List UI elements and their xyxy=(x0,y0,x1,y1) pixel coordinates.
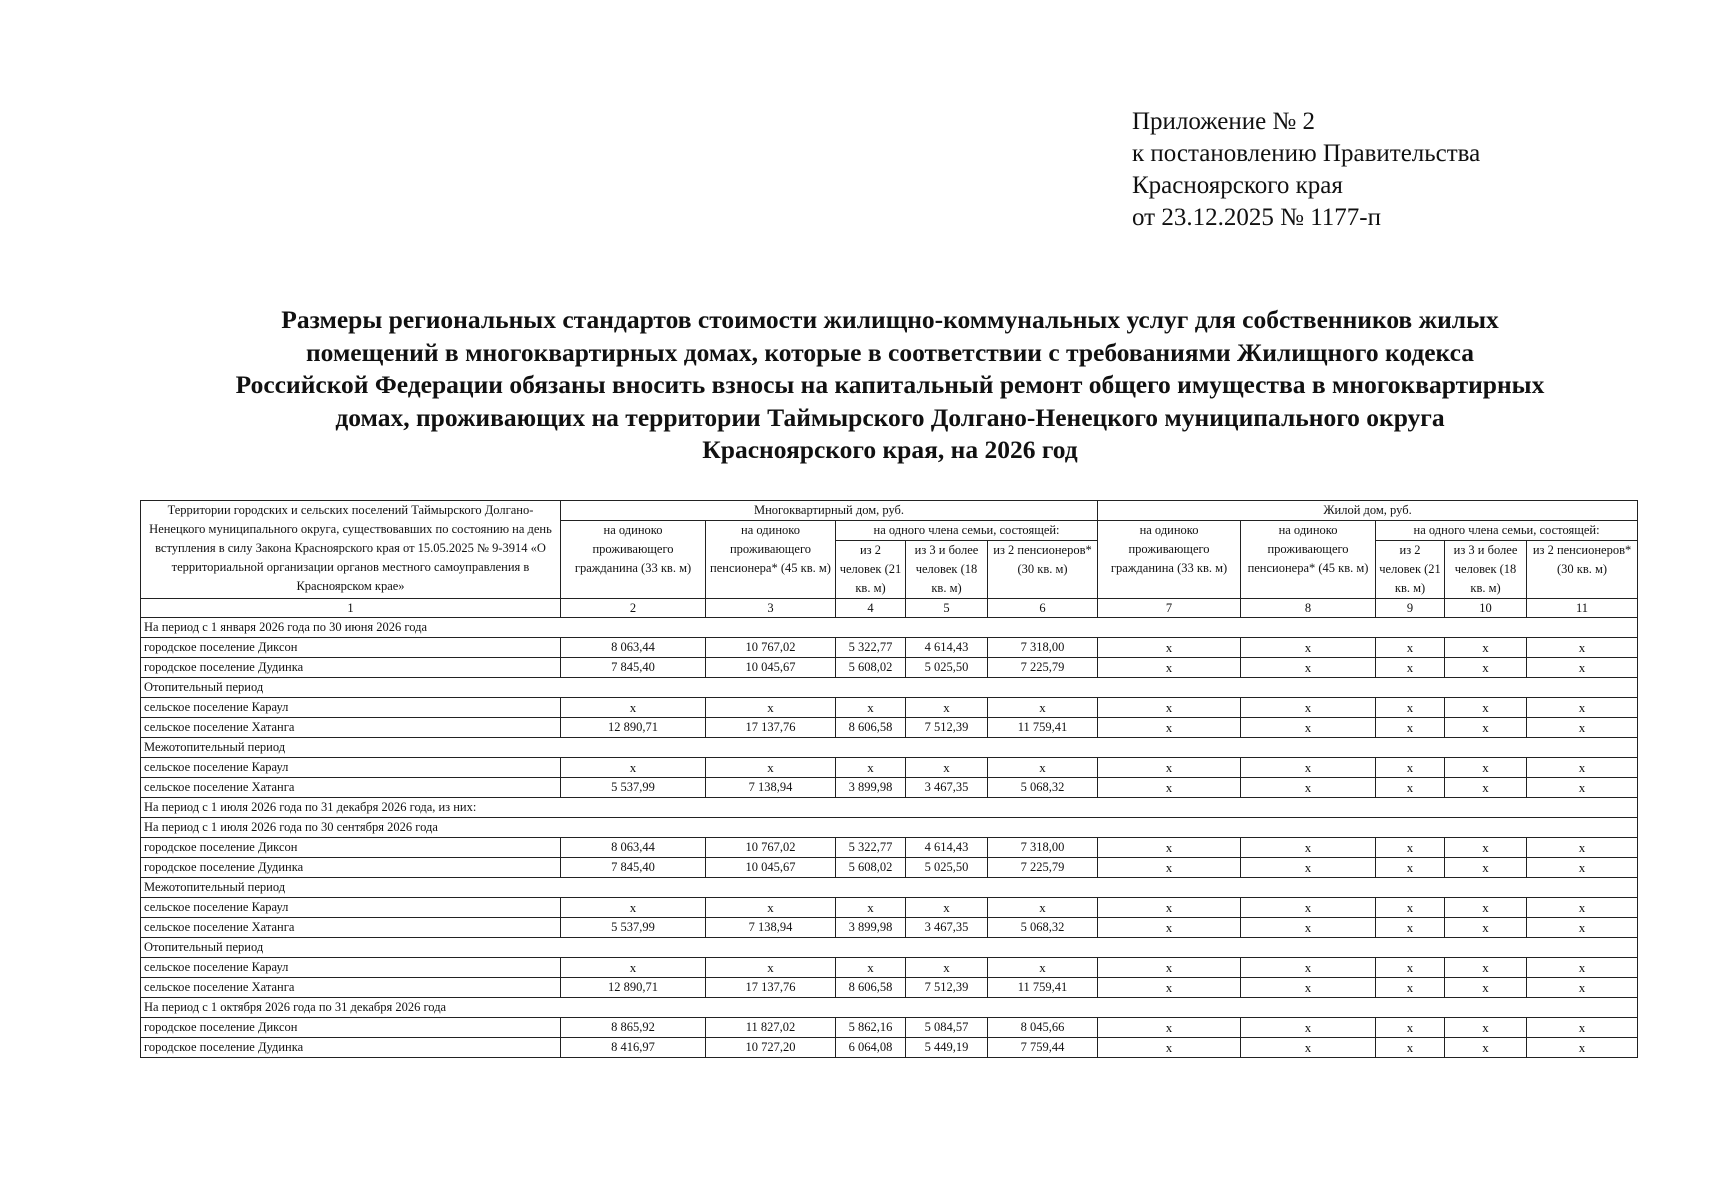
value-cell: x xyxy=(1445,638,1527,658)
standards-table xyxy=(140,500,1638,1058)
value-cell: x xyxy=(1098,958,1241,978)
column-number: 7 xyxy=(1098,599,1241,618)
period-section-label: На период с 1 июля 2026 года по 31 декабря 2026 года, из них: xyxy=(141,798,1638,818)
period-section-row xyxy=(141,878,1638,898)
value-cell: x xyxy=(1241,658,1376,678)
settlement-name: городское поселение Диксон xyxy=(141,638,561,658)
value-cell: 5 025,50 xyxy=(906,858,988,878)
value-cell: x xyxy=(988,898,1098,918)
value-cell: x xyxy=(988,758,1098,778)
value-cell: x xyxy=(1241,958,1376,978)
value-cell: x xyxy=(1527,978,1638,998)
value-cell: 7 138,94 xyxy=(706,778,836,798)
column-number: 8 xyxy=(1241,599,1376,618)
value-cell: x xyxy=(1445,758,1527,778)
value-cell: 10 767,02 xyxy=(706,638,836,658)
value-cell: 5 084,57 xyxy=(906,1018,988,1038)
value-cell: x xyxy=(1241,638,1376,658)
value-cell: x xyxy=(1527,718,1638,738)
value-cell: x xyxy=(1241,1018,1376,1038)
settlement-name: городское поселение Дудинка xyxy=(141,658,561,678)
family-of-3-header: из 3 и более человек (18 кв. м) xyxy=(1445,541,1527,599)
value-cell: 4 614,43 xyxy=(906,638,988,658)
value-cell: 5 608,02 xyxy=(836,658,906,678)
value-cell: x xyxy=(1098,898,1241,918)
value-cell: x xyxy=(1098,978,1241,998)
value-cell: x xyxy=(1376,838,1445,858)
value-cell: 7 512,39 xyxy=(906,718,988,738)
value-cell: x xyxy=(836,698,906,718)
value-cell: 4 614,43 xyxy=(906,838,988,858)
column-number: 10 xyxy=(1445,599,1527,618)
value-cell: 7 318,00 xyxy=(988,638,1098,658)
value-cell: x xyxy=(1445,978,1527,998)
value-cell: x xyxy=(1241,758,1376,778)
value-cell: x xyxy=(1241,898,1376,918)
value-cell: x xyxy=(1527,758,1638,778)
family-member-header: на одного члена семьи, состоящей: xyxy=(836,521,1098,541)
value-cell: x xyxy=(1098,1038,1241,1058)
period-section-label: Отопительный период xyxy=(141,678,1638,698)
family-of-3-header: из 3 и более человек (18 кв. м) xyxy=(906,541,988,599)
period-section-row xyxy=(141,998,1638,1018)
value-cell: x xyxy=(1376,638,1445,658)
value-cell: 8 045,66 xyxy=(988,1018,1098,1038)
value-cell: 3 467,35 xyxy=(906,918,988,938)
settlement-name: городское поселение Дудинка xyxy=(141,1038,561,1058)
annex-date: от 23.12.2025 № 1177-п xyxy=(1132,204,1381,231)
value-cell: x xyxy=(1098,658,1241,678)
value-cell: x xyxy=(1527,778,1638,798)
column-number: 1 xyxy=(141,599,561,618)
two-pensioners-header: из 2 пенсионеров* (30 кв. м) xyxy=(988,541,1098,599)
value-cell: x xyxy=(1098,778,1241,798)
value-cell: 12 890,71 xyxy=(561,718,706,738)
value-cell: x xyxy=(1527,658,1638,678)
value-cell: 5 449,19 xyxy=(906,1038,988,1058)
value-cell: x xyxy=(1527,958,1638,978)
value-cell: x xyxy=(1376,978,1445,998)
settlement-name: сельское поселение Хатанга xyxy=(141,978,561,998)
annex-number: Приложение № 2 xyxy=(1132,108,1316,135)
table-row xyxy=(141,858,1638,878)
title-line: Размеры региональных стандартов стоимости жилищно-коммунальных услуг для собственников жилых xyxy=(281,305,1499,334)
value-cell: x xyxy=(706,698,836,718)
value-cell: x xyxy=(561,758,706,778)
value-cell: x xyxy=(836,758,906,778)
value-cell: x xyxy=(1376,958,1445,978)
value-cell: x xyxy=(1098,698,1241,718)
value-cell: x xyxy=(1527,858,1638,878)
value-cell: x xyxy=(1527,918,1638,938)
value-cell: x xyxy=(1376,858,1445,878)
value-cell: x xyxy=(988,958,1098,978)
value-cell: x xyxy=(1098,718,1241,738)
value-cell: 5 068,32 xyxy=(988,918,1098,938)
value-cell: 3 899,98 xyxy=(836,778,906,798)
table-row xyxy=(141,958,1638,978)
value-cell: 5 322,77 xyxy=(836,838,906,858)
settlement-name: сельское поселение Хатанга xyxy=(141,778,561,798)
value-cell: x xyxy=(906,958,988,978)
table-row xyxy=(141,1018,1638,1038)
value-cell: x xyxy=(1376,898,1445,918)
value-cell: x xyxy=(1445,778,1527,798)
value-cell: x xyxy=(1241,858,1376,878)
value-cell: 7 845,40 xyxy=(561,858,706,878)
document-title xyxy=(140,304,1640,467)
value-cell: x xyxy=(1376,778,1445,798)
value-cell: x xyxy=(1376,718,1445,738)
value-cell: x xyxy=(1098,758,1241,778)
value-cell: x xyxy=(706,898,836,918)
value-cell: x xyxy=(1445,858,1527,878)
value-cell: 10 045,67 xyxy=(706,858,836,878)
settlement-name: городское поселение Дудинка xyxy=(141,858,561,878)
value-cell: x xyxy=(1527,638,1638,658)
value-cell: 7 759,44 xyxy=(988,1038,1098,1058)
period-section-row xyxy=(141,678,1638,698)
value-cell: 3 467,35 xyxy=(906,778,988,798)
value-cell: 8 606,58 xyxy=(836,718,906,738)
period-section-label: На период с 1 июля 2026 года по 30 сентября 2026 года xyxy=(141,818,1638,838)
title-line: Российской Федерации обязаны вносить взносы на капитальный ремонт общего имущества в многоквартирных xyxy=(235,370,1545,399)
value-cell: x xyxy=(1527,838,1638,858)
value-cell: x xyxy=(836,958,906,978)
settlement-name: сельское поселение Караул xyxy=(141,698,561,718)
value-cell: x xyxy=(1527,1018,1638,1038)
settlement-name: сельское поселение Хатанга xyxy=(141,718,561,738)
value-cell: 10 767,02 xyxy=(706,838,836,858)
value-cell: x xyxy=(1376,918,1445,938)
value-cell: x xyxy=(1527,698,1638,718)
value-cell: 5 862,16 xyxy=(836,1018,906,1038)
value-cell: 10 727,20 xyxy=(706,1038,836,1058)
column-number: 4 xyxy=(836,599,906,618)
value-cell: x xyxy=(1445,1038,1527,1058)
family-of-2-header: из 2 человек (21 кв. м) xyxy=(1376,541,1445,599)
value-cell: 7 138,94 xyxy=(706,918,836,938)
value-cell: x xyxy=(1241,918,1376,938)
value-cell: 5 322,77 xyxy=(836,638,906,658)
period-section-row xyxy=(141,818,1638,838)
settlement-name: сельское поселение Караул xyxy=(141,758,561,778)
period-section-label: На период с 1 октября 2026 года по 31 декабря 2026 года xyxy=(141,998,1638,1018)
value-cell: 6 064,08 xyxy=(836,1038,906,1058)
value-cell: 11 759,41 xyxy=(988,718,1098,738)
table-row xyxy=(141,838,1638,858)
table-row xyxy=(141,758,1638,778)
value-cell: x xyxy=(1445,1018,1527,1038)
title-line: домах, проживающих на территории Таймырского Долгано-Ненецкого муниципального округа xyxy=(335,402,1445,432)
value-cell: x xyxy=(1376,1018,1445,1038)
value-cell: x xyxy=(1241,1038,1376,1058)
value-cell: 5 537,99 xyxy=(561,918,706,938)
value-cell: x xyxy=(1376,758,1445,778)
value-cell: 8 063,44 xyxy=(561,838,706,858)
value-cell: 5 537,99 xyxy=(561,778,706,798)
value-cell: 5 025,50 xyxy=(906,658,988,678)
value-cell: 7 318,00 xyxy=(988,838,1098,858)
value-cell: 5 068,32 xyxy=(988,778,1098,798)
settlement-name: сельское поселение Хатанга xyxy=(141,918,561,938)
period-section-label: На период с 1 января 2026 года по 30 июня 2026 года xyxy=(141,618,1638,638)
annex-block xyxy=(1132,106,1480,234)
column-number: 6 xyxy=(988,599,1098,618)
single-pensioner-header: на одиноко проживающего пенсионера* (45 кв. м) xyxy=(1241,521,1376,599)
value-cell: 7 512,39 xyxy=(906,978,988,998)
value-cell: x xyxy=(1241,778,1376,798)
territory-header: Территории городских и сельских поселений Таймырского Долгано-Ненецкого муниципального округа, существовавших по состоянию на день вступления в силу Закона Красноярского края от 15.05.2025 № 9-3914 «О территориальной организации органов местного самоуправления в Красноярском крае» xyxy=(141,501,561,599)
value-cell: x xyxy=(1445,838,1527,858)
value-cell: 11 759,41 xyxy=(988,978,1098,998)
column-number: 11 xyxy=(1527,599,1638,618)
column-number: 3 xyxy=(706,599,836,618)
two-pensioners-header: из 2 пенсионеров* (30 кв. м) xyxy=(1527,541,1638,599)
single-citizen-header: на одиноко проживающего гражданина (33 кв. м) xyxy=(1098,521,1241,599)
value-cell: 17 137,76 xyxy=(706,718,836,738)
value-cell: 17 137,76 xyxy=(706,978,836,998)
value-cell: x xyxy=(1527,898,1638,918)
single-pensioner-header: на одиноко проживающего пенсионера* (45 кв. м) xyxy=(706,521,836,599)
table-body xyxy=(141,618,1638,1058)
table-row xyxy=(141,1038,1638,1058)
table-row xyxy=(141,778,1638,798)
value-cell: x xyxy=(1445,898,1527,918)
value-cell: 8 865,92 xyxy=(561,1018,706,1038)
period-section-label: Межотопительный период xyxy=(141,738,1638,758)
value-cell: x xyxy=(906,698,988,718)
value-cell: x xyxy=(1098,1018,1241,1038)
value-cell: x xyxy=(1445,698,1527,718)
value-cell: x xyxy=(1445,958,1527,978)
value-cell: x xyxy=(1241,718,1376,738)
value-cell: 7 845,40 xyxy=(561,658,706,678)
single-citizen-header: на одиноко проживающего гражданина (33 кв. м) xyxy=(561,521,706,599)
table-row xyxy=(141,918,1638,938)
family-member-header: на одного члена семьи, состоящей: xyxy=(1376,521,1638,541)
value-cell: 7 225,79 xyxy=(988,858,1098,878)
value-cell: 8 606,58 xyxy=(836,978,906,998)
value-cell: x xyxy=(1376,658,1445,678)
settlement-name: сельское поселение Караул xyxy=(141,898,561,918)
value-cell: x xyxy=(1241,838,1376,858)
value-cell: x xyxy=(1527,1038,1638,1058)
value-cell: x xyxy=(906,758,988,778)
value-cell: x xyxy=(706,958,836,978)
period-section-row xyxy=(141,798,1638,818)
column-number: 2 xyxy=(561,599,706,618)
column-number: 5 xyxy=(906,599,988,618)
settlement-name: городское поселение Диксон xyxy=(141,838,561,858)
value-cell: x xyxy=(1241,698,1376,718)
value-cell: x xyxy=(1241,978,1376,998)
value-cell: x xyxy=(1098,918,1241,938)
table-row xyxy=(141,978,1638,998)
value-cell: x xyxy=(706,758,836,778)
annex-resolution: к постановлению Правительства xyxy=(1132,140,1481,167)
value-cell: x xyxy=(988,698,1098,718)
settlement-name: городское поселение Диксон xyxy=(141,1018,561,1038)
period-section-row xyxy=(141,938,1638,958)
value-cell: x xyxy=(1445,918,1527,938)
value-cell: x xyxy=(1445,658,1527,678)
annex-region: Красноярского края xyxy=(1132,172,1343,199)
residential-house-header: Жилой дом, руб. xyxy=(1098,501,1638,521)
value-cell: x xyxy=(1445,718,1527,738)
value-cell: 7 225,79 xyxy=(988,658,1098,678)
apartment-building-header: Многоквартирный дом, руб. xyxy=(561,501,1098,521)
value-cell: x xyxy=(1098,838,1241,858)
period-section-label: Межотопительный период xyxy=(141,878,1638,898)
title-line: Красноярского края, на 2026 год xyxy=(702,435,1078,464)
period-section-row xyxy=(141,618,1638,638)
column-number-row xyxy=(141,599,1638,618)
table-row xyxy=(141,898,1638,918)
value-cell: x xyxy=(561,898,706,918)
value-cell: 8 416,97 xyxy=(561,1038,706,1058)
value-cell: x xyxy=(1098,638,1241,658)
value-cell: x xyxy=(836,898,906,918)
column-number: 9 xyxy=(1376,599,1445,618)
value-cell: x xyxy=(1098,858,1241,878)
settlement-name: сельское поселение Караул xyxy=(141,958,561,978)
value-cell: 8 063,44 xyxy=(561,638,706,658)
value-cell: 12 890,71 xyxy=(561,978,706,998)
period-section-label: Отопительный период xyxy=(141,938,1638,958)
period-section-row xyxy=(141,738,1638,758)
value-cell: 10 045,67 xyxy=(706,658,836,678)
table-row xyxy=(141,718,1638,738)
value-cell: x xyxy=(1376,698,1445,718)
table-row xyxy=(141,638,1638,658)
value-cell: 11 827,02 xyxy=(706,1018,836,1038)
value-cell: 3 899,98 xyxy=(836,918,906,938)
value-cell: x xyxy=(1376,1038,1445,1058)
table-row xyxy=(141,698,1638,718)
value-cell: x xyxy=(561,698,706,718)
table-row xyxy=(141,658,1638,678)
value-cell: x xyxy=(906,898,988,918)
title-line: помещений в многоквартирных домах, которые в соответствии с требованиями Жилищного кодекса xyxy=(305,337,1474,367)
family-of-2-header: из 2 человек (21 кв. м) xyxy=(836,541,906,599)
value-cell: x xyxy=(561,958,706,978)
value-cell: 5 608,02 xyxy=(836,858,906,878)
